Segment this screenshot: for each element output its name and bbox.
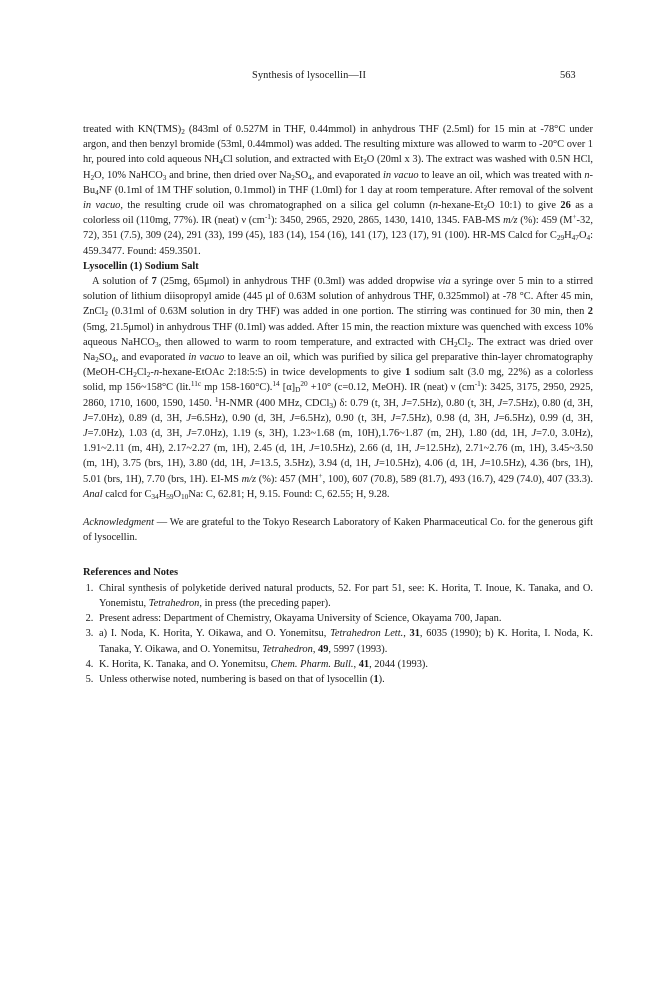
references-heading: References and Notes: [83, 567, 179, 579]
references-list: [83, 581, 593, 687]
reference-item: 4. K. Horita, K. Tanaka, and O. Yonemitsu, Chem. Pharm. Bull., 41, 2044 (1993).: [96, 657, 593, 672]
experimental-paragraph-compound-26: treated with $KN(TMS)_2$ (843ml of 0.527M in THF, 0.44mmol) in anhydrous THF (2.5ml) for 15 min at -78°C under argon, and then benzyl bromide (53ml, 0.44mmol) was added. The resulting mixture was allowed to warm to -20°C over 1 hr, poured into cold aqueous $NH_4Cl$ solution, and extracted with $Et_2O$ (20ml x 3). The extract was washed with 0.5N HCl, $H_2O$, 10% NaHCO$_3$ and brine, then dried over $Na_2SO_4$, and evaporated in vacuo to leave an oil, which was treated with $n-Bu_4NF$ (0.1ml of 1M THF solution, 0.1mmol) in THF (1.0ml) for 1 day at room temperature. After removal of the solvent in vacuo, the resulting crude oil was chromatographed on a silica gel column ($n-hexane-Et_2O$ 10:1) to give 26 as a colorless oil (110mg, 77%). IR (neat) ν $(cm^{-1})$: 3450, 2965, 2920, 2865, 1430, 1410, 1345. FAB-MS m/z (%): 459 (M+-32, 72), 351 (7.5), 309 (24), 291 (33), 199 (45), 183 (14), 154 (16), 141 (17), 123 (17), 91 (100). HR-MS Calcd for $C_{29}H_{47}O_4$: 459.3477. Found: 459.3501.: [83, 124, 594, 257]
running-title: Synthesis of lysocellin—II: [252, 70, 366, 81]
article-body: [83, 122, 593, 687]
reference-item: 5. Unless otherwise noted, numbering is based on that of lysocellin (1).: [96, 672, 593, 687]
reference-item: 3. a) I. Noda, K. Horita, Y. Oikawa, and O. Yonemitsu, Tetrahedron Lett., 31, 6035 (1990); b) K. Horita, I. Noda, K. Tanaka, Y. Oikawa, and O. Yonemitsu, Tetrahedron, 49, 5997 (1993).: [96, 626, 593, 656]
acknowledgment: Acknowledgment — We are grateful to the Tokyo Research Laboratory of Kaken Pharmaceutical Co. for the generous gift of lysocellin.: [83, 517, 593, 544]
page-number: 563: [560, 70, 576, 81]
reference-item: 1. Chiral synthesis of polyketide derived natural products, 52. For part 51, see: K. Horita, T. Inoue, K. Tanaka, and O. Yonemistu, Tetrahedron, in press (the preceding paper).: [96, 581, 593, 611]
spacer: [83, 502, 593, 515]
section-heading-lysocellin-sodium-salt: Lysocellin (1) Sodium Salt: [83, 260, 199, 272]
spacer: [83, 545, 593, 565]
running-head: [0, 70, 672, 84]
experimental-paragraph-lysocellin: A solution of 7 (25mg, 65μmol) in anhydrous THF (0.3ml) was added dropwise via a syringe over 5 min to a stirred solution of lithium diisopropyl amide (445 μl of 0.63M solution of anhydrous THF, 0.325mmol) at -78 °C. After 45 min, ZnCl$_2$ (0.31ml of 0.63M solution in dry THF) was added in one portion. The stirring was continued for 30 min, then 2 (5mg, 21.5μmol) in anhydrous THF (0.1ml) was added. After 15 min, the reaction mixture was quenched with excess 10% aqueous NaHCO$_3$, then allowed to warm to room temperature, and extracted with $CH_2Cl_2$. The extract was dried over $Na_2SO_4$, and evaporated in vacuo to leave an oil, which was purified by silica gel preparative thin-layer chromatography ($MeOH-CH_2Cl_2-n-hexane$-EtOAc 2:18:5:5) in twice developments to give 1 sodium salt (3.0 mg, 22%) as a colorless solid, mp 156~158°C (lit.$^{11c}$ mp 158-160°C).$^{14}$ $[\alpha]_D^{20} +10^\circ$ (c=0.12, MeOH). IR (neat) ν $(cm^{-1})$: 3425, 3175, 2950, 2925, 2860, 1710, 1600, 1590, 1450. $^1$H-NMR (400 MHz, CDCl$_3$) δ: 0.79 (t, 3H, J=7.5Hz), 0.80 (t, 3H, J=7.5Hz), 0.80 (d, 3H, J=7.0Hz), 0.89 (d, 3H, J=6.5Hz), 0.90 (d, 3H, J=6.5Hz), 0.90 (t, 3H, J=7.5Hz), 0.98 (d, 3H, J=6.5Hz), 0.99 (d, 3H, J=7.0Hz), 1.03 (d, 3H, J=7.0Hz), 1.19 (s, 3H), 1.23~1.68 (m, 10H),1.76~1.87 (m, 2H), 1.80 (dd, 1H, J=7.0, 3.0Hz), 1.91~2.11 (m, 4H), 2.17~2.27 (m, 1H), 2.45 (d, 1H, J=10.5Hz), 2.66 (d, 1H, J=12.5Hz), 2.71~2.76 (m, 1H), 3.45~3.50 (m, 1H), 3.75 (brs, 1H), 3.80 (dd, 1H, J=13.5, 3.5Hz), 3.94 (d, 1H, J=10.5Hz), 4.06 (d, 1H, J=10.5Hz), 4.36 (brs, 1H), 5.01 (brs, 1H), 7.70 (brs, 1H). EI-MS m/z (%): 457 (MH+, 100), 607 (70.8), 589 (81.7), 493 (16.7), 429 (74.0), 407 (33.3). Anal calcd for $C_{34}H_{59}O_{10}Na$: C, 62.81; H, 9.15. Found: C, 62.55; H, 9.28.: [83, 276, 594, 501]
reference-item: 2. Present adress: Department of Chemistry, Okayama University of Science, Okayama 700, Japan.: [96, 611, 593, 626]
